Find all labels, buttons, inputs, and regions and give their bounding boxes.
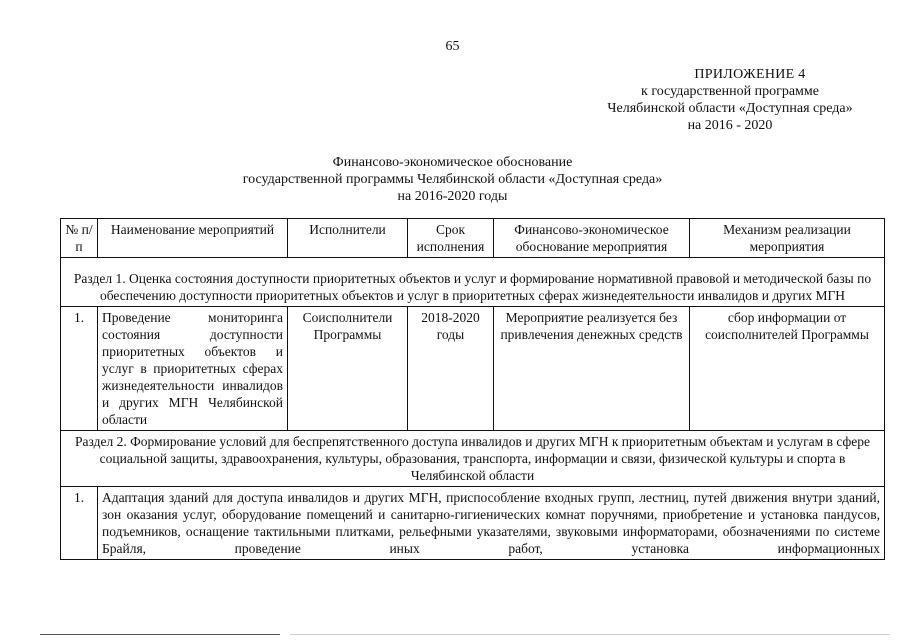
- row-1-term: 2018-2020 годы: [408, 307, 494, 431]
- row-1-executors: Соисполнители Программы: [288, 307, 408, 431]
- header-mechanism: Механизм реализации мероприятия: [690, 219, 885, 258]
- header-num: № п/п: [61, 219, 98, 258]
- row-1-mechanism: сбор информации от соисполнителей Программы: [690, 307, 885, 431]
- row-2-text: Адаптация зданий для доступа инвалидов и других МГН, приспособление входных групп, лестниц, путей движения внутри зданий, зон оказания услуг, оборудование помещений и санитарно-гигиенических комнат поручнями, приобретение и установка пандусов, подъемников, оснащение тактильными плитками, рельефными указателями, звуковыми информаторами, обозначениями по системе Брайля, проведение иных работ, установка информационных: [98, 487, 885, 560]
- document-title-line-2: государственной программы Челябинской области «Доступная среда»: [242, 172, 663, 187]
- table-header-row: [61, 219, 885, 258]
- document-title-line-1: Финансово-экономическое обоснование: [332, 155, 573, 170]
- page-number: 65: [445, 39, 460, 54]
- section-2-title: Раздел 2. Формирование условий для беспрепятственного доступа инвалидов и других МГН к приоритетным объектам и услугам в сфере социальной защиты, здравоохранения, культуры, образования, транспорта, информации и связи, физической культуры и спорта в Челябинской области: [61, 431, 885, 487]
- appendix-block: [560, 66, 900, 134]
- appendix-line-3: на 2016 - 2020: [687, 118, 773, 133]
- bottom-rule-left: [40, 634, 280, 635]
- appendix-title: ПРИЛОЖЕНИЕ 4: [694, 67, 806, 82]
- row-2-num: 1.: [61, 487, 98, 560]
- table-row: [61, 487, 885, 560]
- bottom-rule-right: [290, 634, 890, 635]
- row-1-name: Проведение мониторинга состояния доступности приоритетных объектов и услуг в приоритетных сферах жизнедеятельности инвалидов и других МГН Челябинской области: [98, 307, 288, 431]
- header-executors: Исполнители: [288, 219, 408, 258]
- document-title-line-3: на 2016-2020 годы: [397, 189, 508, 204]
- section-1-title: Раздел 1. Оценка состояния доступности приоритетных объектов и услуг и формирование нормативной правовой и методической базы по обеспечению доступности приоритетных объектов и услуг в приоритетных сферах жизнедеятельности инвалидов и других МГН: [61, 258, 885, 307]
- header-name: Наименование мероприятий: [98, 219, 288, 258]
- header-term: Срок исполнения: [408, 219, 494, 258]
- appendix-line-1: к государственной программе: [641, 84, 819, 99]
- financial-table: [60, 218, 885, 560]
- section-row-1: [61, 258, 885, 307]
- table-row: [61, 307, 885, 431]
- section-row-2: [61, 431, 885, 487]
- row-1-num: 1.: [61, 307, 98, 431]
- header-finance: Финансово-экономическое обоснование мероприятия: [494, 219, 690, 258]
- document-title: [0, 154, 905, 205]
- row-1-finance: Мероприятие реализуется без привлечения денежных средств: [494, 307, 690, 431]
- appendix-line-2: Челябинской области «Доступная среда»: [607, 101, 853, 116]
